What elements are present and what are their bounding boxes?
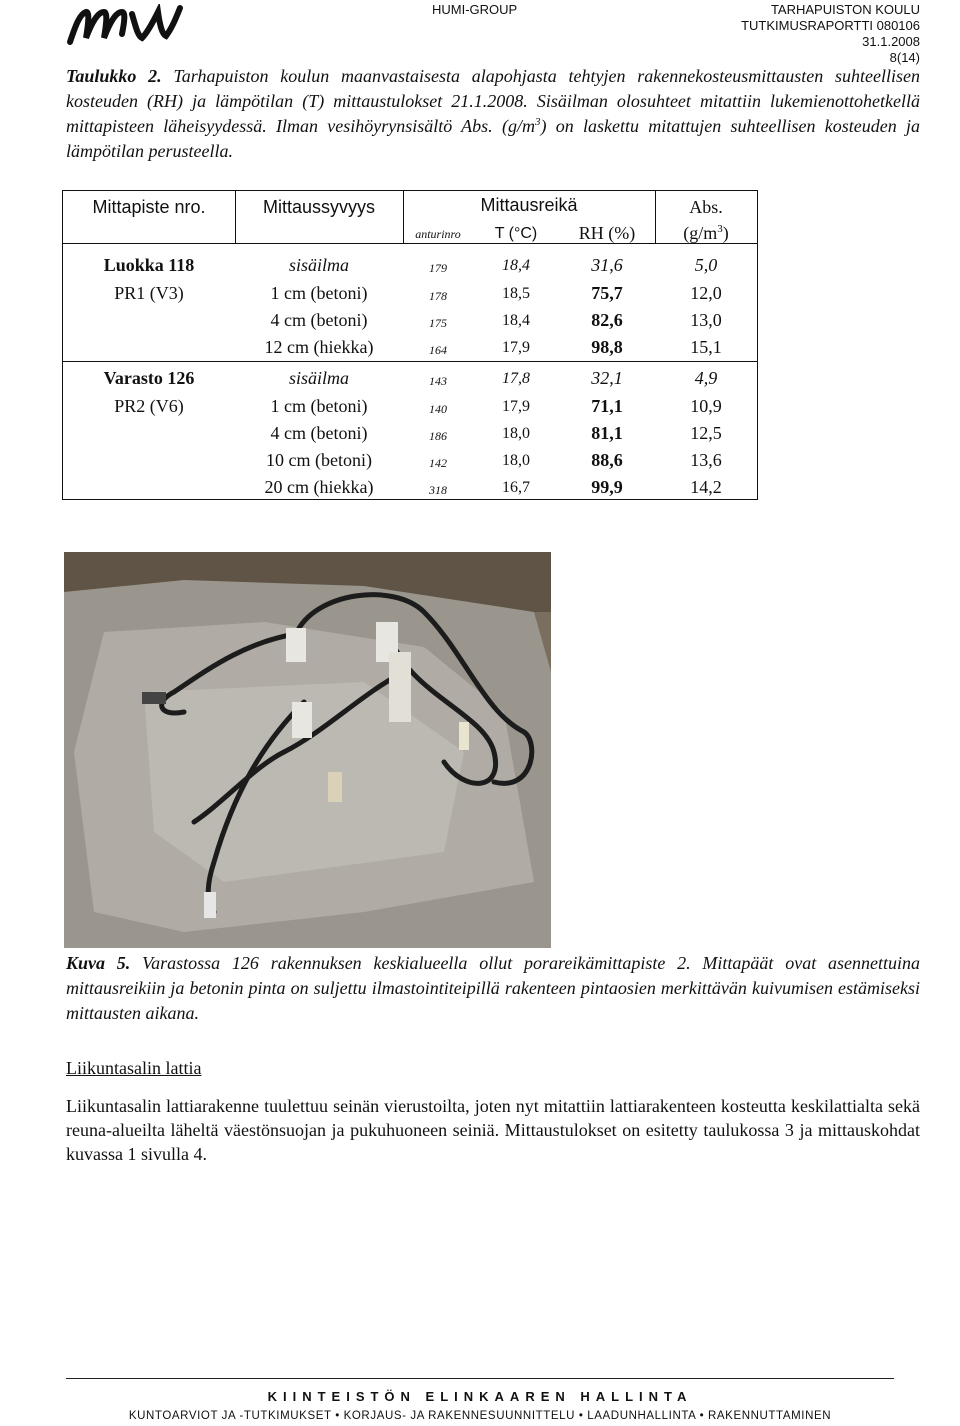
row-sensor: 318 (429, 483, 447, 497)
header-page-number: 8(14) (889, 50, 920, 65)
header-abs: Abs. (689, 197, 723, 217)
figure-caption-text: Varastossa 126 rakennuksen keskialueella ollut porareikämittapiste 2. Mittapäät ovat asennettuina mittausreikiin ja betonin pinta on suljettu ilmastointiteipillä rakenteen pintaosien merkittävän kuivumisen estämiseksi mittausten aikana. (66, 953, 920, 1023)
section-paragraph: Liikuntasalin lattiarakenne tuulettuu seinän vierustoilta, joten nyt mitattiin lattiarakenteen kosteutta keskilattialta sekä reuna-alueilta läheltä väestönsuojan ja pukuhuoneen seiniä. Mittaustulokset on esitetty taulukossa 3 ja mittauskohdat kuvassa 1 sivulla 4. (66, 1096, 920, 1164)
row-temp: 18,4 (502, 312, 530, 329)
header-report-info (741, 2, 920, 66)
row-temp: 18,5 (502, 285, 530, 302)
row-sensor: 175 (429, 316, 447, 330)
row-rh: 75,7 (591, 283, 623, 303)
row-depth: 12 cm (hiekka) (264, 337, 374, 357)
footer-services: KUNTOARVIOT JA -TUTKIMUKSET • KORJAUS- JA RAKENNESUUNNITTELU • LAADUNHALLINTA • RAKENNUTTAMINEN (128, 1410, 832, 1422)
row-temp: 17,9 (502, 398, 530, 415)
row-depth: 4 cm (betoni) (270, 310, 368, 330)
row-sensor: 140 (429, 402, 447, 416)
row-rh: 81,1 (591, 423, 623, 443)
header-abs-unit-b: ) (722, 223, 729, 243)
figure-caption (66, 951, 920, 1026)
row-temp: 18,0 (502, 452, 530, 469)
group-name: Luokka 118 (103, 255, 195, 275)
header-school: TARHAPUISTON KOULU (770, 2, 920, 17)
row-sensor: 178 (429, 289, 447, 303)
header-rh: RH (%) (578, 223, 636, 243)
row-rh: 88,6 (591, 450, 623, 470)
measurement-table (62, 190, 758, 500)
row-temp: 16,7 (502, 479, 530, 496)
row-depth: 1 cm (betoni) (270, 396, 368, 416)
row-depth: 10 cm (betoni) (266, 450, 372, 470)
row-abs: 14,2 (690, 477, 722, 497)
row-abs: 5,0 (694, 255, 718, 275)
header-depth: Mittaussyvyys (262, 197, 376, 217)
row-abs: 12,0 (690, 283, 722, 303)
row-depth: sisäilma (288, 255, 349, 275)
row-abs: 4,9 (694, 368, 718, 388)
header-hole: Mittausreikä (480, 195, 578, 215)
company-logo (66, 4, 184, 46)
footer-title: KIINTEISTÖN ELINKAAREN HALLINTA (267, 1389, 693, 1404)
row-rh: 71,1 (591, 396, 623, 416)
header-sensor: anturinro (415, 227, 461, 241)
header-abs-unit (655, 223, 757, 244)
row-depth: sisäilma (288, 368, 349, 388)
row-sensor: 143 (429, 374, 447, 388)
row-abs: 15,1 (690, 337, 722, 357)
section-heading: Liikuntasalin lattia (66, 1058, 202, 1078)
row-abs: 13,6 (690, 450, 722, 470)
row-temp: 18,0 (502, 425, 530, 442)
row-sensor: 186 (429, 429, 447, 443)
row-rh: 32,1 (591, 368, 623, 388)
table-caption (66, 64, 920, 164)
row-rh: 99,9 (591, 477, 623, 497)
group-code: PR2 (V6) (114, 396, 184, 416)
table-caption-sup: 3 (534, 116, 541, 128)
row-rh: 82,6 (591, 310, 623, 330)
header-company: HUMI-GROUP (432, 2, 518, 17)
table-caption-text-a: Tarhapuiston koulun maanvastaisesta alapohjasta tehtyjen rakennekosteusmittausten suhteellisen kosteuden (RH) ja lämpötilan (T) mittaustulokset 21.1.2008. Sisäilman olosuhteet mitattiin lukemienottohetkellä mittapisteen läheisyydessä. Ilman vesihöyrynsisältö Abs. (g/m (66, 66, 920, 136)
row-depth: 20 cm (hiekka) (264, 477, 374, 497)
row-abs: 13,0 (690, 310, 722, 330)
row-depth: 1 cm (betoni) (270, 283, 368, 303)
header-abs-unit-a: (g/m (683, 223, 718, 243)
figure-caption-label: Kuva 5. (66, 953, 131, 973)
row-abs: 10,9 (690, 396, 722, 416)
footer-rule (66, 1378, 894, 1379)
row-abs: 12,5 (690, 423, 722, 443)
header-date: 31.1.2008 (862, 34, 920, 49)
header-abs-unit-sup: 3 (717, 223, 723, 235)
row-rh: 98,8 (591, 337, 623, 357)
table-group-rule (63, 361, 757, 362)
row-temp: 17,9 (502, 339, 530, 356)
row-temp: 18,4 (502, 257, 530, 274)
row-sensor: 164 (429, 343, 447, 357)
header-point: Mittapiste nro. (92, 197, 206, 217)
table-caption-text-b: ) on laskettu mitattujen suhteellisen kosteuden ja lämpötilan perusteella. (66, 116, 920, 161)
measurement-photo (64, 552, 551, 948)
row-temp: 17,8 (502, 370, 530, 387)
table-caption-label: Taulukko 2. (66, 66, 162, 86)
header-report-number: TUTKIMUSRAPORTTI 080106 (741, 18, 920, 33)
group-code: PR1 (V3) (114, 283, 184, 303)
row-rh: 31,6 (591, 255, 623, 275)
row-sensor: 142 (429, 456, 447, 470)
header-temp: T (°C) (494, 225, 538, 242)
row-depth: 4 cm (betoni) (270, 423, 368, 443)
group-name: Varasto 126 (103, 368, 195, 388)
row-sensor: 179 (429, 261, 447, 275)
